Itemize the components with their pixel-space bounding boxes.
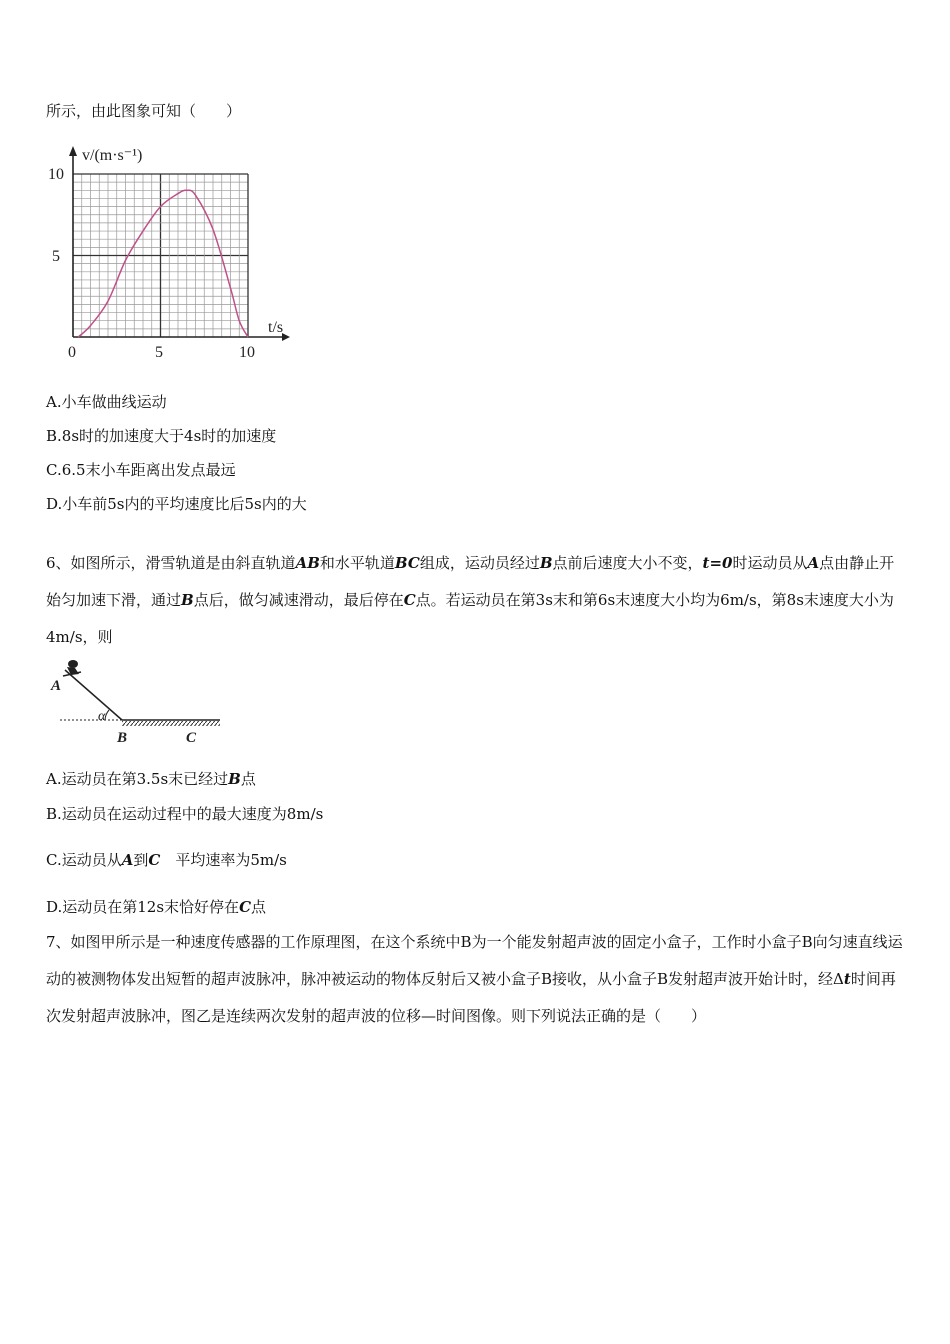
label-alpha: α [98, 709, 106, 724]
q6-option-b: B.运动员在运动过程中的最大速度为8m/s [46, 805, 324, 823]
option-a: A.小车做曲线运动 [46, 393, 167, 411]
option-c: C.6.5末小车距离出发点最远 [46, 461, 236, 479]
q6-option-d: D.运动员在第12s末恰好停在C点 [46, 898, 267, 916]
question-intro: 所示，由此图象可知（ ） [46, 102, 242, 120]
label-a: A [51, 678, 62, 694]
y-tick-label: 5 [52, 248, 60, 265]
x-axis-label: t/s [268, 319, 284, 336]
label-b: B [117, 730, 128, 746]
option-b: B.8s时的加速度大于4s时的加速度 [46, 427, 277, 445]
y-axis-label: v/(m·s⁻¹) [82, 147, 143, 164]
vt-chart [40, 142, 300, 367]
ski-slope-figure [45, 658, 235, 748]
option-d: D.小车前5s内的平均速度比后5s内的大 [46, 495, 307, 513]
question-7-stem: 7、如图甲所示是一种速度传感器的工作原理图，在这个系统中B为一个能发射超声波的固定小盒子，工作时小盒子B向匀速直线运动的被测物体发出短暂的超声波脉冲，脉冲被运动的物体反射后又被小盒子B接收，从小盒子B发射超声波开始计时，经Δt时间再次发射超声波脉冲，图乙是连续两次发射的超声波的位移—时间图像。则下列说法正确的是（ ） [46, 933, 903, 1025]
x-tick-label: 5 [155, 344, 163, 361]
q6-option-a: A.运动员在第3.5s末已经过B点 [46, 770, 256, 788]
skier-icon [63, 660, 81, 676]
x-tick-label: 0 [68, 344, 76, 361]
label-c: C [186, 730, 197, 746]
y-tick-label: 10 [48, 166, 64, 183]
question-6-stem: 6、如图所示，滑雪轨道是由斜直轨道AB和水平轨道BC组成，运动员经过B点前后速度大小不变，t=0时运动员从A点由静止开始匀加速下滑，通过B点后，做匀减速滑动，最后停在C点。若运动员在第3s末和第6s末速度大小均为6m/s，第8s末速度大小为4m/s，则 [46, 554, 895, 646]
x-tick-label: 10 [239, 344, 255, 361]
q6-option-c: C.运动员从A到C 平均速率为5m/s [46, 851, 287, 869]
